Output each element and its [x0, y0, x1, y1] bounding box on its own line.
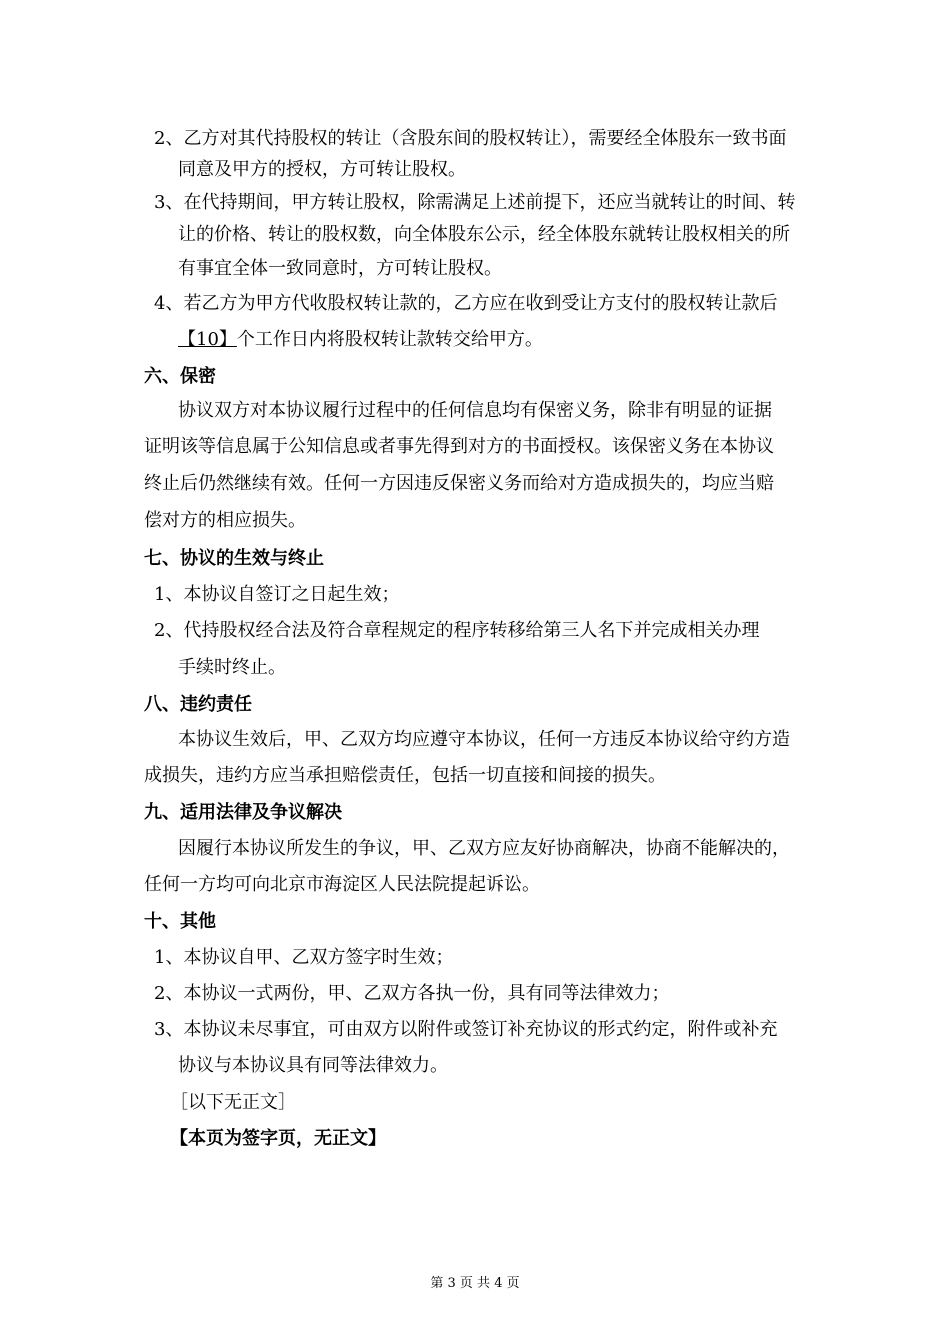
- s10-item3-line1: 3、本协议未尽事宜，可由双方以附件或签订补充协议的形式约定，附件或补充: [154, 1019, 778, 1040]
- section-heading-liability: 八、违约责任: [144, 694, 252, 715]
- s6-paragraph-line1: 协议双方对本协议履行过程中的任何信息均有保密义务，除非有明显的证据: [178, 400, 772, 421]
- transfer-days-value: 【10】: [178, 329, 237, 350]
- s7-item2-line1: 2、代持股权经合法及符合章程规定的程序转移给第三人名下并完成相关办理: [154, 620, 760, 641]
- s6-paragraph-line4: 偿对方的相应损失。: [144, 510, 306, 531]
- s9-paragraph-line1: 因履行本协议所发生的争议，甲、乙双方应友好协商解决，协商不能解决的，: [178, 838, 790, 859]
- s5-item2-line1: 2、乙方对其代持股权的转让（含股东间的股权转让），需要经全体股东一致书面: [154, 128, 787, 149]
- section-heading-governing-law: 九、适用法律及争议解决: [144, 802, 342, 823]
- s10-item1: 1、本协议自甲、乙双方签字时生效；: [154, 947, 454, 968]
- s7-item2-line2: 手续时终止。: [178, 657, 286, 678]
- s5-item4-line2-text: 个工作日内将股权转让款转交给甲方。: [236, 329, 543, 350]
- s5-item4-line2: [178, 327, 543, 353]
- s6-paragraph-line2: 证明该等信息属于公知信息或者事先得到对方的书面授权。该保密义务在本协议: [144, 436, 774, 457]
- s5-item3-line3: 有事宜全体一致同意时，方可转让股权。: [178, 258, 502, 279]
- section-heading-effect-termination: 七、协议的生效与终止: [144, 548, 324, 569]
- s10-item2: 2、本协议一式两份，甲、乙双方各执一份，具有同等法律效力；: [154, 983, 670, 1004]
- s10-item3-line2: 协议与本协议具有同等法律效力。: [178, 1055, 448, 1076]
- s9-paragraph-line2: 任何一方均可向北京市海淀区人民法院提起诉讼。: [144, 874, 540, 895]
- section-heading-confidentiality: 六、保密: [144, 366, 216, 387]
- page-number-footer: 第 3 页 共 4 页: [430, 1276, 520, 1291]
- s5-item4-line1: 4、若乙方为甲方代收股权转让款的，乙方应在收到受让方支付的股权转让款后: [154, 293, 778, 314]
- s8-paragraph-line1: 本协议生效后，甲、乙双方均应遵守本协议，任何一方违反本协议给守约方造: [178, 729, 790, 750]
- s6-paragraph-line3: 终止后仍然继续有效。任何一方因违反保密义务而给对方造成损失的，均应当赔: [144, 473, 774, 494]
- s5-item2-line2: 同意及甲方的授权，方可转让股权。: [178, 159, 466, 180]
- end-of-text-note: ［以下无正文］: [170, 1092, 296, 1113]
- signature-page-note: 【本页为签字页，无正文】: [170, 1128, 386, 1149]
- section-heading-other: 十、其他: [144, 911, 216, 932]
- s5-item3-line2: 让的价格、转让的股权数，向全体股东公示，经全体股东就转让股权相关的所: [178, 224, 790, 245]
- s5-item3-line1: 3、在代持期间，甲方转让股权，除需满足上述前提下，还应当就转让的时间、转: [154, 192, 796, 213]
- s8-paragraph-line2: 成损失，违约方应当承担赔偿责任，包括一切直接和间接的损失。: [144, 765, 666, 786]
- s7-item1: 1、本协议自签订之日起生效；: [154, 584, 400, 605]
